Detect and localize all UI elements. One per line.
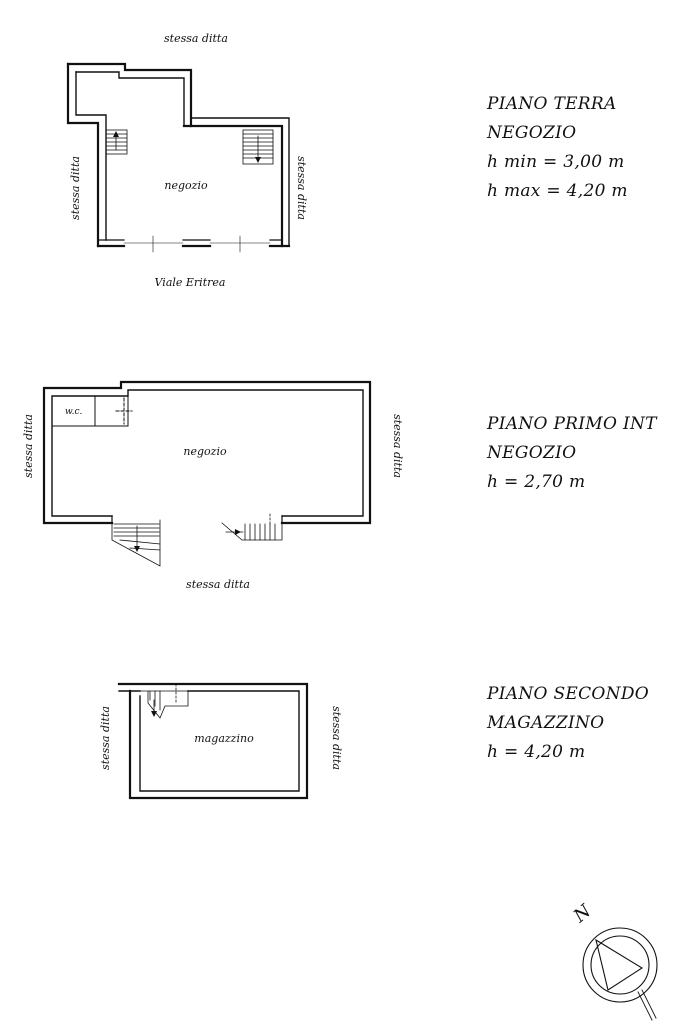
first-stair-left	[112, 516, 160, 566]
second-right-label: stessa ditta	[330, 706, 343, 770]
first-stair-right	[222, 514, 282, 540]
ground-top-label: stessa ditta	[164, 32, 228, 45]
first-floor-info	[487, 410, 657, 497]
first-floor-height: h = 2,70 m	[487, 472, 586, 492]
ground-right-label: stessa ditta	[295, 156, 308, 220]
first-room-label: negozio	[183, 445, 227, 458]
second-floor-use: MAGAZZINO	[487, 713, 605, 733]
ground-floor-plan	[68, 64, 289, 252]
first-left-label: stessa ditta	[22, 414, 35, 478]
first-wc-label: w.c.	[65, 407, 83, 417]
ground-floor-info	[487, 90, 628, 206]
compass-north-letter: N	[569, 900, 596, 927]
second-room-label: magazzino	[194, 732, 254, 745]
ground-floor-hmax: h max = 4,20 m	[487, 181, 628, 201]
second-floor-level: PIANO SECONDO	[487, 684, 649, 704]
ground-floor-use: NEGOZIO	[487, 123, 577, 143]
first-floor-plan	[44, 382, 370, 566]
wc-room	[52, 396, 132, 426]
ground-left-label: stessa ditta	[69, 156, 82, 220]
second-left-label: stessa ditta	[99, 706, 112, 770]
north-arrow	[583, 928, 657, 1020]
first-bottom-label: stessa ditta	[186, 578, 250, 591]
second-stair	[140, 684, 188, 718]
first-right-label: stessa ditta	[391, 414, 404, 478]
first-floor-level: PIANO PRIMO INT	[487, 414, 657, 434]
first-floor-use: NEGOZIO	[487, 443, 577, 463]
ground-floor-hmin: h min = 3,00 m	[487, 152, 625, 172]
ground-floor-level: PIANO TERRA	[487, 94, 617, 114]
second-floor-height: h = 4,20 m	[487, 742, 586, 762]
ground-room-label: negozio	[164, 179, 208, 192]
ground-street-label: Viale Eritrea	[154, 276, 226, 289]
second-floor-info	[487, 680, 649, 767]
